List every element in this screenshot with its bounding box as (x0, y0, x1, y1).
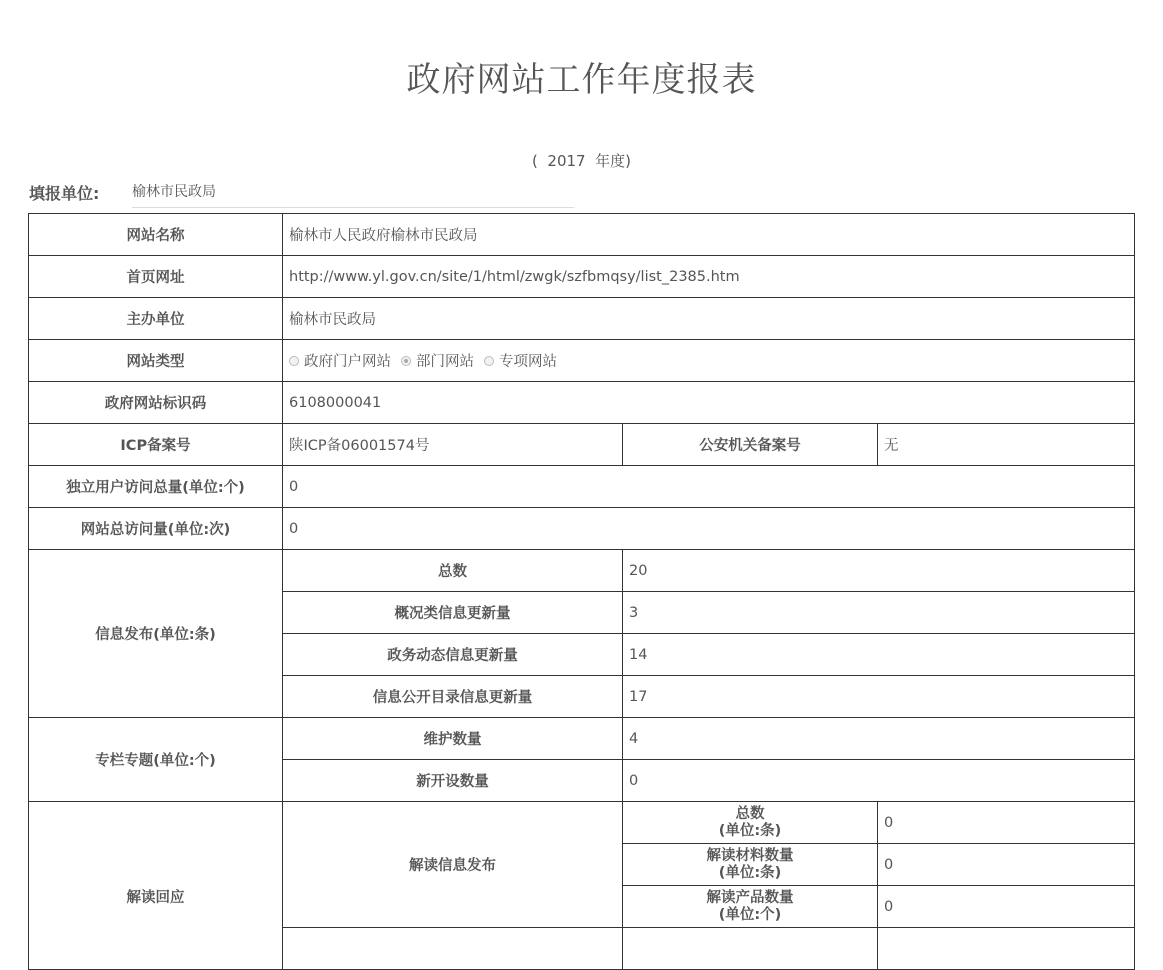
table-row (29, 718, 1135, 760)
police-record-label: 公安机关备案号 (623, 424, 878, 466)
icp-label: ICP备案号 (29, 424, 283, 466)
police-record-value: 无 (878, 424, 1135, 466)
unique-visitors-label: 独立用户访问总量(单位:个) (29, 466, 283, 508)
interp-material-value: 0 (878, 844, 1135, 886)
interp-total-title: 总数 (735, 805, 765, 822)
radio-special[interactable] (484, 350, 557, 371)
info-news-value: 14 (623, 634, 1135, 676)
homepage-url: http://www.yl.gov.cn/site/1/html/zwgk/szfbmqsy/list_2385.htm (283, 256, 1135, 298)
empty-cell (283, 928, 623, 970)
interp-total-unit: (单位:条) (718, 822, 782, 839)
page-title: 政府网站工作年度报表 (406, 60, 757, 100)
empty-cell (878, 928, 1135, 970)
homepage-label: 首页网址 (29, 256, 283, 298)
interp-material-title: 解读材料数量 (706, 847, 794, 864)
table-row (29, 508, 1135, 550)
table-row (29, 298, 1135, 340)
table-row (29, 340, 1135, 382)
info-total-value: 20 (623, 550, 1135, 592)
table-row (29, 466, 1135, 508)
interp-total-value: 0 (878, 802, 1135, 844)
interp-material-unit: (单位:条) (718, 864, 782, 881)
info-news-label: 政务动态信息更新量 (283, 634, 623, 676)
sponsor-value: 榆林市民政局 (283, 298, 1135, 340)
interp-total-label (623, 802, 878, 844)
report-table (28, 213, 1135, 970)
reporting-unit-label: 填报单位: (29, 184, 100, 203)
interp-product-title: 解读产品数量 (706, 889, 794, 906)
radio-gov-portal[interactable] (289, 350, 391, 371)
table-row (29, 550, 1135, 592)
info-catalog-label: 信息公开目录信息更新量 (283, 676, 623, 718)
column-maintain-value: 4 (623, 718, 1135, 760)
sponsor-label: 主办单位 (29, 298, 283, 340)
year-open-paren: ( (532, 152, 538, 170)
table-row (29, 256, 1135, 298)
table-row (29, 424, 1135, 466)
site-code-value: 6108000041 (283, 382, 1135, 424)
info-publish-label: 信息发布(单位:条) (29, 550, 283, 718)
table-row (29, 802, 1135, 844)
interp-product-value: 0 (878, 886, 1135, 928)
total-visits-value: 0 (283, 508, 1135, 550)
table-row (29, 382, 1135, 424)
column-maintain-label: 维护数量 (283, 718, 623, 760)
radio-label: 政府门户网站 (304, 354, 391, 370)
radio-unchecked-icon[interactable] (484, 356, 494, 366)
info-catalog-value: 17 (623, 676, 1135, 718)
info-overview-label: 概况类信息更新量 (283, 592, 623, 634)
total-visits-label: 网站总访问量(单位:次) (29, 508, 283, 550)
radio-checked-icon[interactable] (401, 356, 411, 366)
year-label: 年度) (595, 152, 631, 170)
interp-material-label (623, 844, 878, 886)
info-overview-value: 3 (623, 592, 1135, 634)
table-row (29, 214, 1135, 256)
empty-cell (623, 928, 878, 970)
info-total-label: 总数 (283, 550, 623, 592)
site-type-label: 网站类型 (29, 340, 283, 382)
column-new-value: 0 (623, 760, 1135, 802)
interpret-response-label: 解读回应 (29, 802, 283, 970)
radio-label: 部门网站 (416, 354, 474, 370)
site-type-options (283, 340, 1135, 382)
icp-value: 陕ICP备06001574号 (283, 424, 623, 466)
interp-product-label (623, 886, 878, 928)
report-year (0, 150, 1163, 171)
interpret-publish-label: 解读信息发布 (283, 802, 623, 928)
year-value: 2017 (547, 152, 586, 170)
site-name-value: 榆林市人民政府榆林市民政局 (283, 214, 1135, 256)
radio-unchecked-icon[interactable] (289, 356, 299, 366)
column-new-label: 新开设数量 (283, 760, 623, 802)
interp-product-unit: (单位:个) (718, 906, 782, 923)
reporting-unit-field[interactable]: 榆林市民政局 (132, 180, 574, 208)
column-topic-label: 专栏专题(单位:个) (29, 718, 283, 802)
radio-department[interactable] (401, 350, 474, 371)
radio-label: 专项网站 (499, 354, 557, 370)
site-code-label: 政府网站标识码 (29, 382, 283, 424)
unique-visitors-value: 0 (283, 466, 1135, 508)
site-name-label: 网站名称 (29, 214, 283, 256)
